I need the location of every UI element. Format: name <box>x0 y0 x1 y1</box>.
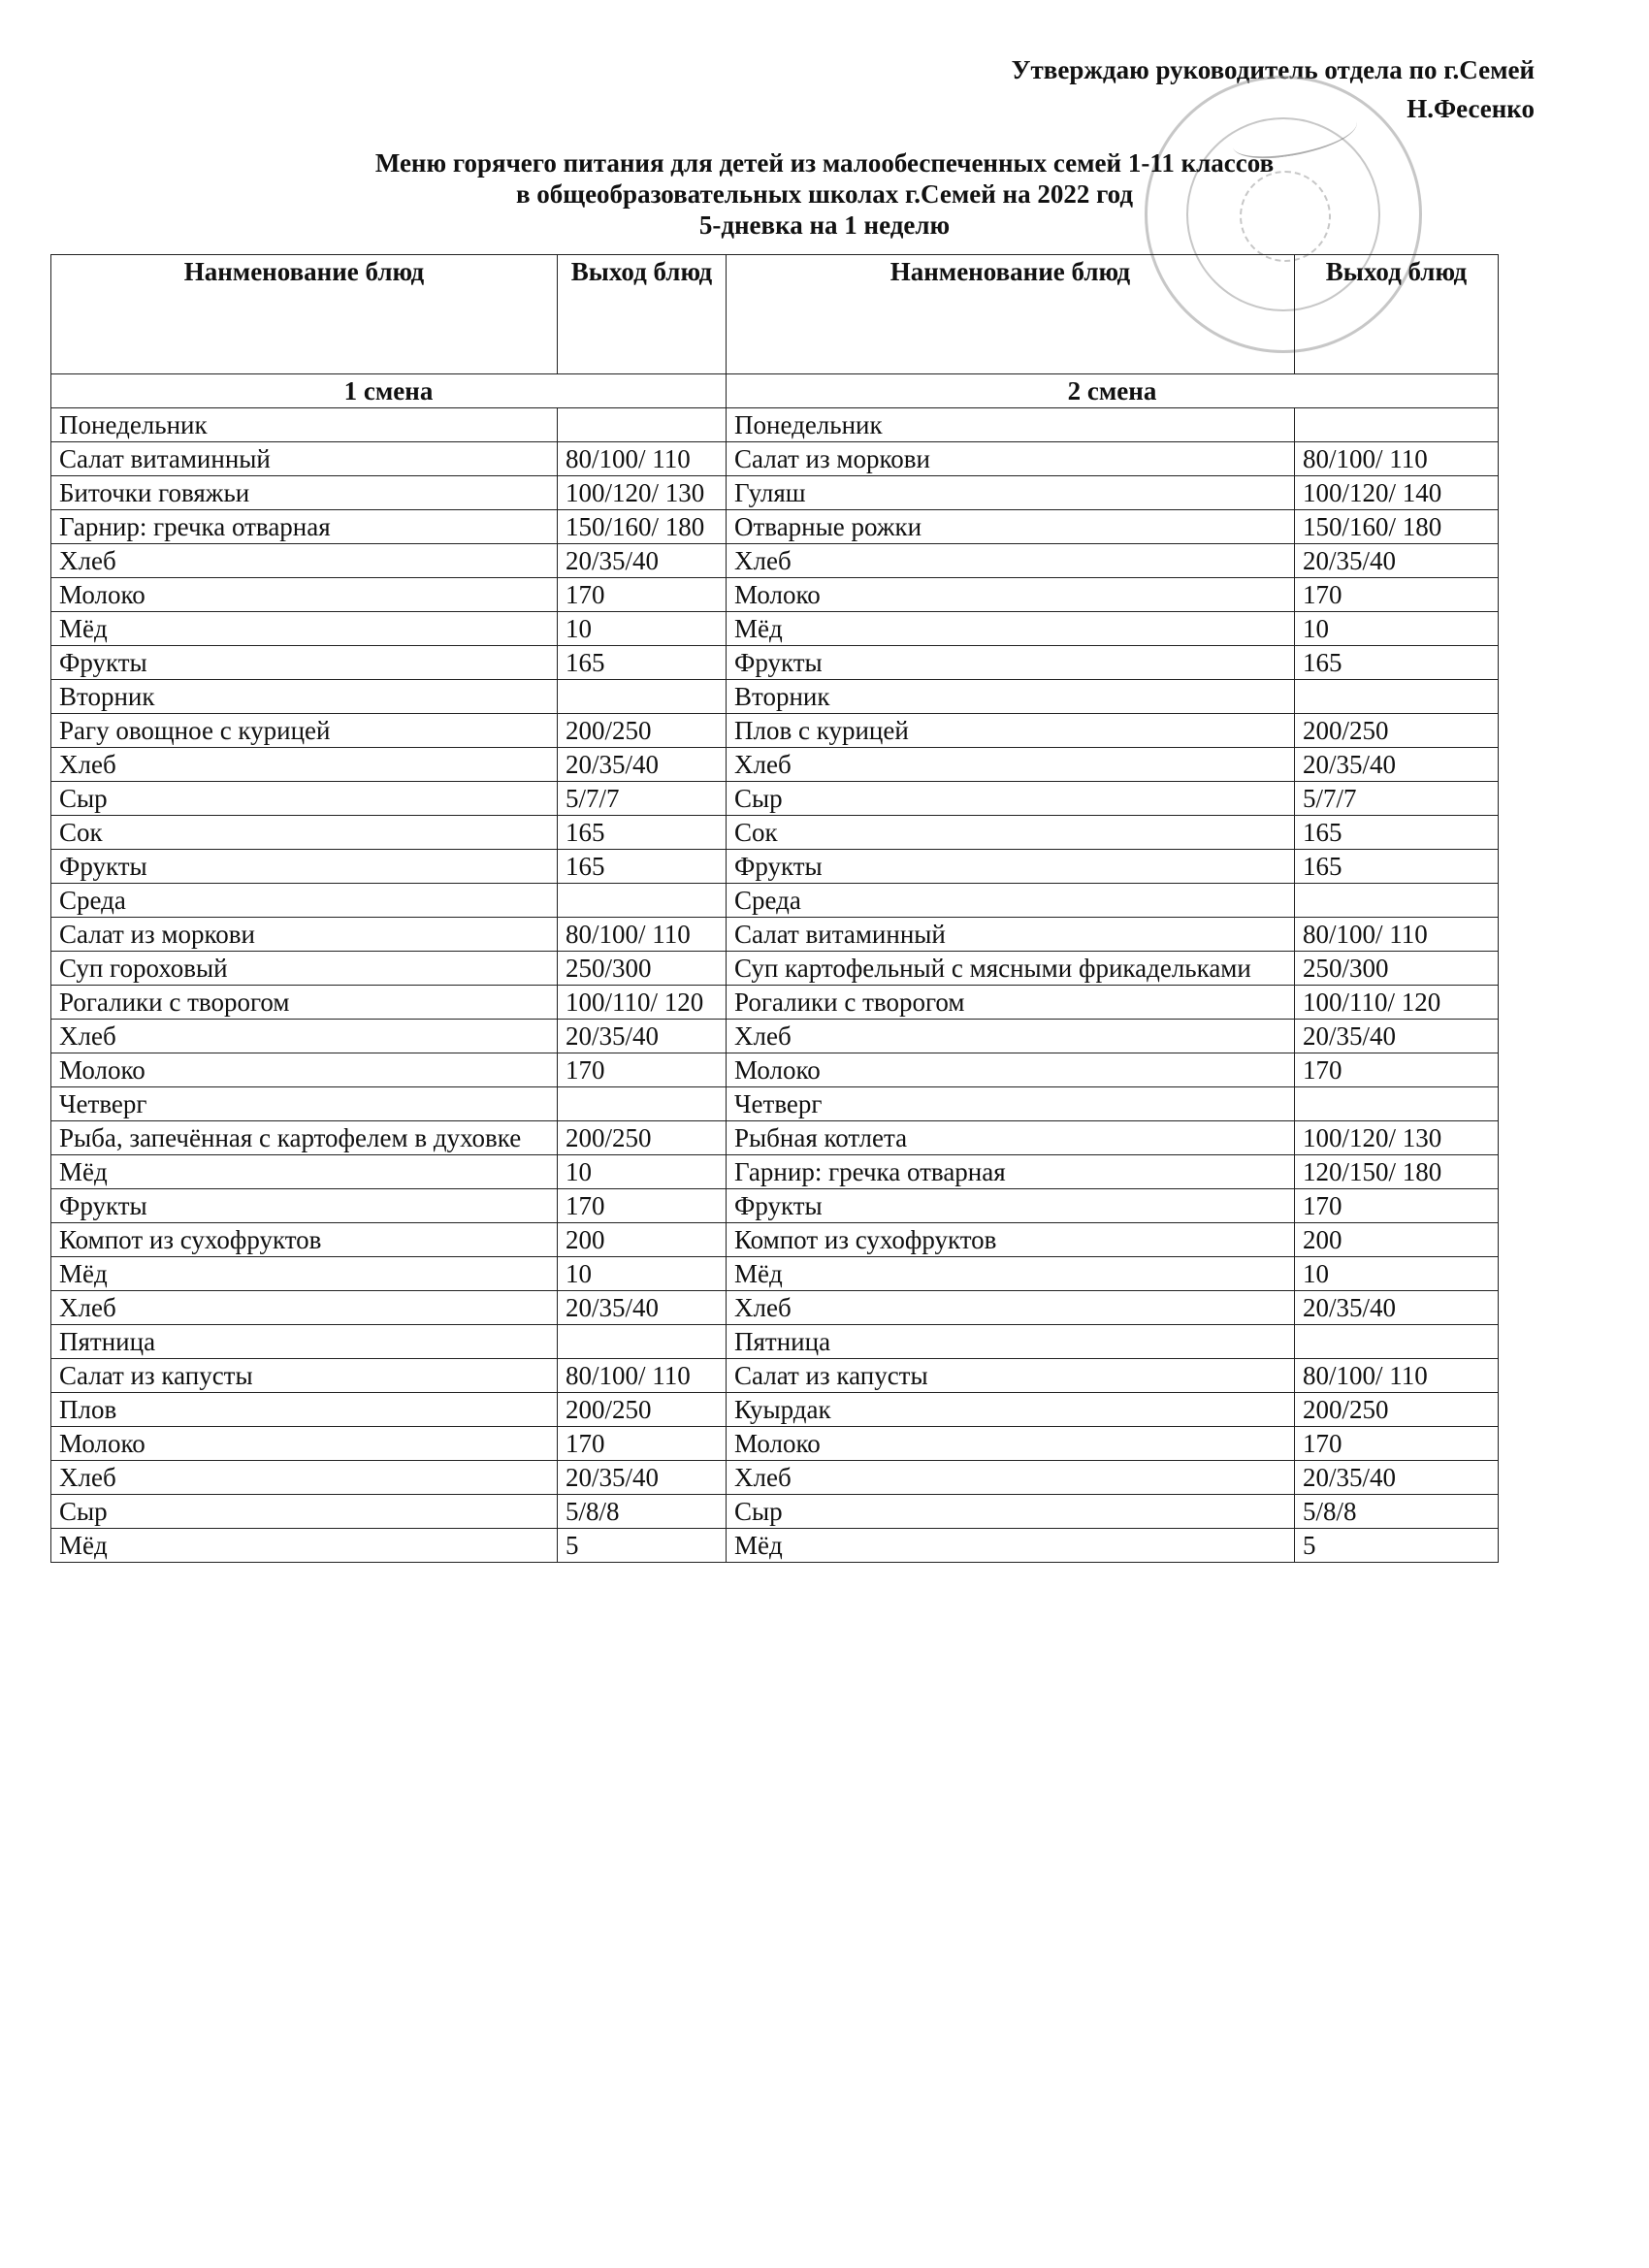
dish-name-shift1: Рыба, запечённая с картофелем в духовке <box>51 1121 558 1155</box>
dish-yield-shift1: 10 <box>558 612 727 646</box>
dish-name-shift2: Хлеб <box>727 1020 1295 1053</box>
day-label-shift1: Четверг <box>51 1087 558 1121</box>
dish-name-shift2: Фрукты <box>727 646 1295 680</box>
dish-name-shift2: Сыр <box>727 782 1295 816</box>
day-label-shift2: Вторник <box>727 680 1295 714</box>
dish-yield-shift1: 165 <box>558 850 727 884</box>
dish-name-shift1: Фрукты <box>51 1189 558 1223</box>
dish-yield-shift2: 20/35/40 <box>1295 748 1499 782</box>
table-row <box>51 782 1499 816</box>
approval-line-2: Н.Фесенко <box>1406 94 1535 123</box>
table-row <box>51 1359 1499 1393</box>
day-row <box>51 1087 1499 1121</box>
dish-name-shift2: Мёд <box>727 1257 1295 1291</box>
dish-name-shift2: Фрукты <box>727 850 1295 884</box>
dish-yield-shift1: 80/100/ 110 <box>558 442 727 476</box>
dish-yield-shift2: 20/35/40 <box>1295 1291 1499 1325</box>
menu-table <box>50 254 1499 1563</box>
dish-yield-shift1: 165 <box>558 646 727 680</box>
day-label-shift2: Среда <box>727 884 1295 918</box>
dish-yield-shift2: 170 <box>1295 578 1499 612</box>
dish-yield-shift2: 80/100/ 110 <box>1295 442 1499 476</box>
dish-name-shift1: Мёд <box>51 1257 558 1291</box>
table-row <box>51 1053 1499 1087</box>
col-header-name-shift2: Нанменование блюд <box>727 255 1295 374</box>
dish-name-shift1: Сок <box>51 816 558 850</box>
dish-name-shift2: Отварные рожки <box>727 510 1295 544</box>
dish-name-shift1: Хлеб <box>51 748 558 782</box>
dish-yield-shift1: 200/250 <box>558 1393 727 1427</box>
table-row <box>51 1155 1499 1189</box>
dish-name-shift2: Молоко <box>727 1053 1295 1087</box>
dish-name-shift1: Мёд <box>51 1155 558 1189</box>
dish-name-shift2: Молоко <box>727 1427 1295 1461</box>
dish-yield-shift1: 10 <box>558 1155 727 1189</box>
dish-yield-shift2: 20/35/40 <box>1295 544 1499 578</box>
dish-yield-shift2: 170 <box>1295 1189 1499 1223</box>
dish-yield-shift2: 80/100/ 110 <box>1295 918 1499 952</box>
dish-yield-shift2: 200/250 <box>1295 714 1499 748</box>
dish-name-shift2: Хлеб <box>727 1461 1295 1495</box>
dish-name-shift2: Куырдак <box>727 1393 1295 1427</box>
day-empty-cell <box>558 1325 727 1359</box>
shift-2-header: 2 смена <box>727 374 1499 408</box>
table-row <box>51 1121 1499 1155</box>
dish-yield-shift1: 80/100/ 110 <box>558 1359 727 1393</box>
table-row <box>51 714 1499 748</box>
dish-yield-shift2: 150/160/ 180 <box>1295 510 1499 544</box>
dish-name-shift2: Салат витаминный <box>727 918 1295 952</box>
day-empty-cell <box>1295 680 1499 714</box>
dish-yield-shift2: 10 <box>1295 1257 1499 1291</box>
dish-name-shift2: Фрукты <box>727 1189 1295 1223</box>
table-row <box>51 612 1499 646</box>
dish-name-shift1: Молоко <box>51 1427 558 1461</box>
dish-yield-shift1: 20/35/40 <box>558 1020 727 1053</box>
dish-yield-shift1: 100/120/ 130 <box>558 476 727 510</box>
dish-name-shift1: Хлеб <box>51 1020 558 1053</box>
dish-yield-shift1: 80/100/ 110 <box>558 918 727 952</box>
dish-yield-shift1: 10 <box>558 1257 727 1291</box>
day-label-shift1: Понедельник <box>51 408 558 442</box>
table-row <box>51 918 1499 952</box>
dish-name-shift1: Фрукты <box>51 646 558 680</box>
dish-name-shift2: Мёд <box>727 1529 1295 1563</box>
dish-yield-shift2: 20/35/40 <box>1295 1020 1499 1053</box>
dish-name-shift1: Салат из моркови <box>51 918 558 952</box>
dish-name-shift1: Сыр <box>51 782 558 816</box>
dish-name-shift1: Молоко <box>51 1053 558 1087</box>
day-empty-cell <box>558 408 727 442</box>
day-empty-cell <box>558 884 727 918</box>
dish-yield-shift2: 5/7/7 <box>1295 782 1499 816</box>
table-row <box>51 1529 1499 1563</box>
day-empty-cell <box>558 1087 727 1121</box>
table-row <box>51 1020 1499 1053</box>
table-row <box>51 1393 1499 1427</box>
dish-name-shift2: Гуляш <box>727 476 1295 510</box>
dish-yield-shift1: 5/7/7 <box>558 782 727 816</box>
table-row <box>51 476 1499 510</box>
dish-yield-shift2: 100/120/ 140 <box>1295 476 1499 510</box>
dish-name-shift1: Молоко <box>51 578 558 612</box>
dish-name-shift2: Хлеб <box>727 748 1295 782</box>
header-row <box>51 255 1499 374</box>
dish-yield-shift2: 5 <box>1295 1529 1499 1563</box>
dish-yield-shift2: 200/250 <box>1295 1393 1499 1427</box>
dish-name-shift2: Сок <box>727 816 1295 850</box>
table-row <box>51 1495 1499 1529</box>
dish-yield-shift2: 165 <box>1295 816 1499 850</box>
dish-name-shift1: Хлеб <box>51 1461 558 1495</box>
dish-yield-shift1: 5/8/8 <box>558 1495 727 1529</box>
table-row <box>51 986 1499 1020</box>
dish-yield-shift1: 150/160/ 180 <box>558 510 727 544</box>
dish-name-shift1: Салат витаминный <box>51 442 558 476</box>
dish-yield-shift2: 120/150/ 180 <box>1295 1155 1499 1189</box>
dish-yield-shift1: 5 <box>558 1529 727 1563</box>
dish-name-shift1: Суп гороховый <box>51 952 558 986</box>
approval-line-1: Утверждаю руководитель отдела по г.Семей <box>1011 55 1535 84</box>
document-title <box>0 147 1649 241</box>
table-row <box>51 578 1499 612</box>
col-header-yield-shift2: Выход блюд <box>1295 255 1499 374</box>
dish-name-shift1: Салат из капусты <box>51 1359 558 1393</box>
day-row <box>51 408 1499 442</box>
dish-yield-shift2: 10 <box>1295 612 1499 646</box>
dish-name-shift2: Сыр <box>727 1495 1295 1529</box>
dish-yield-shift1: 250/300 <box>558 952 727 986</box>
dish-name-shift1: Сыр <box>51 1495 558 1529</box>
dish-name-shift2: Мёд <box>727 612 1295 646</box>
day-row <box>51 1325 1499 1359</box>
day-label-shift2: Понедельник <box>727 408 1295 442</box>
dish-name-shift2: Компот из сухофруктов <box>727 1223 1295 1257</box>
dish-yield-shift1: 200/250 <box>558 714 727 748</box>
dish-name-shift2: Салат из моркови <box>727 442 1295 476</box>
day-label-shift2: Четверг <box>727 1087 1295 1121</box>
table-row <box>51 646 1499 680</box>
dish-yield-shift1: 170 <box>558 1427 727 1461</box>
dish-yield-shift1: 170 <box>558 578 727 612</box>
day-empty-cell <box>558 680 727 714</box>
day-label-shift2: Пятница <box>727 1325 1295 1359</box>
dish-yield-shift2: 170 <box>1295 1053 1499 1087</box>
shift-row <box>51 374 1499 408</box>
dish-yield-shift1: 20/35/40 <box>558 1291 727 1325</box>
dish-yield-shift2: 100/110/ 120 <box>1295 986 1499 1020</box>
title-line-2: в общеобразовательных школах г.Семей на 2022 год <box>515 179 1134 209</box>
table-row <box>51 442 1499 476</box>
dish-name-shift1: Биточки говяжьи <box>51 476 558 510</box>
dish-yield-shift1: 100/110/ 120 <box>558 986 727 1020</box>
table-row <box>51 1189 1499 1223</box>
dish-yield-shift2: 80/100/ 110 <box>1295 1359 1499 1393</box>
dish-yield-shift1: 200/250 <box>558 1121 727 1155</box>
dish-name-shift2: Гарнир: гречка отварная <box>727 1155 1295 1189</box>
dish-name-shift2: Салат из капусты <box>727 1359 1295 1393</box>
day-label-shift1: Вторник <box>51 680 558 714</box>
day-row <box>51 884 1499 918</box>
dish-name-shift1: Мёд <box>51 1529 558 1563</box>
dish-yield-shift2: 5/8/8 <box>1295 1495 1499 1529</box>
table-row <box>51 544 1499 578</box>
day-empty-cell <box>1295 884 1499 918</box>
table-row <box>51 952 1499 986</box>
day-label-shift1: Среда <box>51 884 558 918</box>
day-empty-cell <box>1295 1087 1499 1121</box>
dish-name-shift1: Рагу овощное с курицей <box>51 714 558 748</box>
table-row <box>51 1257 1499 1291</box>
dish-yield-shift1: 170 <box>558 1053 727 1087</box>
dish-yield-shift2: 20/35/40 <box>1295 1461 1499 1495</box>
col-header-name-shift1: Нанменование блюд <box>51 255 558 374</box>
table-row <box>51 748 1499 782</box>
dish-name-shift2: Молоко <box>727 578 1295 612</box>
dish-name-shift2: Хлеб <box>727 544 1295 578</box>
table-row <box>51 850 1499 884</box>
day-label-shift1: Пятница <box>51 1325 558 1359</box>
dish-yield-shift2: 250/300 <box>1295 952 1499 986</box>
table-row <box>51 1291 1499 1325</box>
table-row <box>51 1223 1499 1257</box>
day-empty-cell <box>1295 408 1499 442</box>
dish-yield-shift2: 165 <box>1295 850 1499 884</box>
dish-name-shift2: Рыбная котлета <box>727 1121 1295 1155</box>
dish-yield-shift1: 165 <box>558 816 727 850</box>
dish-yield-shift1: 20/35/40 <box>558 544 727 578</box>
dish-name-shift2: Хлеб <box>727 1291 1295 1325</box>
dish-yield-shift2: 100/120/ 130 <box>1295 1121 1499 1155</box>
dish-yield-shift2: 200 <box>1295 1223 1499 1257</box>
title-line-1: Меню горячего питания для детей из малообеспеченных семей 1-11 классов <box>374 148 1275 178</box>
title-line-3: 5-дневка на 1 неделю <box>698 211 951 240</box>
col-header-yield-shift1: Выход блюд <box>558 255 727 374</box>
dish-name-shift1: Мёд <box>51 612 558 646</box>
table-row <box>51 1461 1499 1495</box>
dish-name-shift2: Суп картофельный с мясными фрикадельками <box>727 952 1295 986</box>
shift-1-header: 1 смена <box>51 374 727 408</box>
table-row <box>51 1427 1499 1461</box>
table-row <box>51 816 1499 850</box>
dish-name-shift2: Рогалики с творогом <box>727 986 1295 1020</box>
dish-name-shift1: Плов <box>51 1393 558 1427</box>
dish-yield-shift2: 170 <box>1295 1427 1499 1461</box>
table-row <box>51 510 1499 544</box>
dish-yield-shift1: 20/35/40 <box>558 748 727 782</box>
day-empty-cell <box>1295 1325 1499 1359</box>
dish-name-shift1: Фрукты <box>51 850 558 884</box>
dish-name-shift1: Хлеб <box>51 544 558 578</box>
dish-name-shift2: Плов с курицей <box>727 714 1295 748</box>
dish-yield-shift1: 20/35/40 <box>558 1461 727 1495</box>
dish-name-shift1: Гарнир: гречка отварная <box>51 510 558 544</box>
dish-yield-shift2: 165 <box>1295 646 1499 680</box>
dish-yield-shift1: 200 <box>558 1223 727 1257</box>
dish-name-shift1: Компот из сухофруктов <box>51 1223 558 1257</box>
dish-name-shift1: Рогалики с творогом <box>51 986 558 1020</box>
dish-yield-shift1: 170 <box>558 1189 727 1223</box>
day-row <box>51 680 1499 714</box>
dish-name-shift1: Хлеб <box>51 1291 558 1325</box>
menu-body <box>51 408 1499 1563</box>
